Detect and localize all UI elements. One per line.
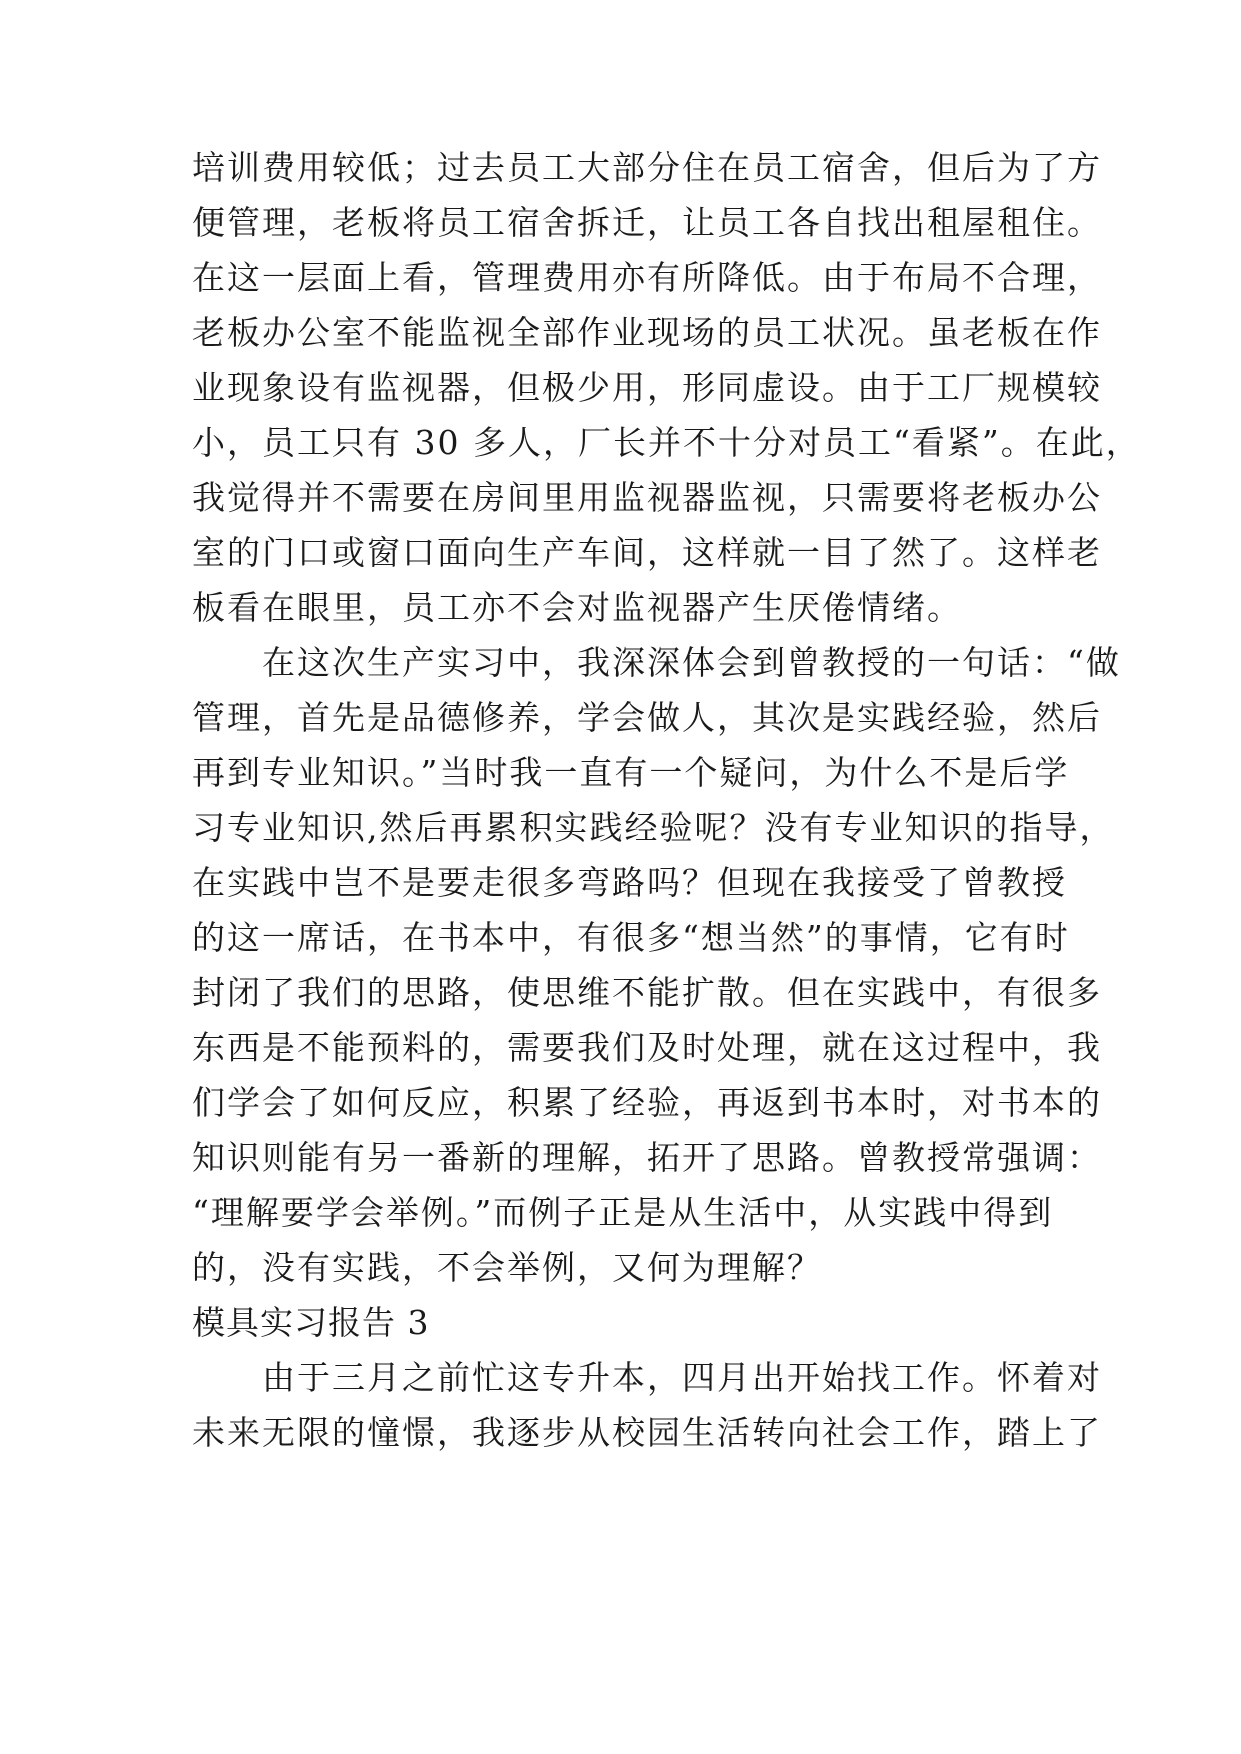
text-line: 板看在眼里，员工亦不会对监视器产生厌倦情绪。 [192,588,962,627]
text-line: 知识则能有另一番新的理解，拓开了思路。曾教授常强调： [192,1138,1102,1177]
text-line: 老板办公室不能监视全部作业现场的员工状况。虽老板在作 [192,313,1102,352]
text-line: 室的门口或窗口面向生产车间，这样就一目了然了。这样老 [192,533,1102,572]
text-line: 业现象设有监视器，但极少用，形同虚设。由于工厂规模较 [192,368,1102,407]
text-line: 培训费用较低；过去员工大部分住在员工宿舍，但后为了方 [192,148,1102,187]
text-line: 我觉得并不需要在房间里用监视器监视，只需要将老板办公 [192,478,1102,517]
text-line: 封闭了我们的思路，使思维不能扩散。但在实践中，有很多 [192,973,1102,1012]
text-line: 未来无限的憧憬，我逐步从校园生活转向社会工作，踏上了 [192,1413,1102,1452]
text-line: 小，员工只有 30 多人，厂长并不十分对员工“看紧”。在此， [192,423,1141,462]
text-line: 再到专业知识。”当时我一直有一个疑问，为什么不是后学 [192,753,1070,792]
text-line: 管理，首先是品德修养，学会做人，其次是实践经验，然后 [192,698,1102,737]
text-line: 的，没有实践，不会举例，又何为理解？ [192,1248,822,1287]
text-line: “理解要学会举例。”而例子正是从生活中，从实践中得到 [192,1193,1054,1232]
section-heading: 模具实习报告 3 [192,1303,430,1342]
text-line: 们学会了如何反应，积累了经验，再返到书本时，对书本的 [192,1083,1102,1122]
text-line: 的这一席话，在书本中，有很多“想当然”的事情，它有时 [192,918,1070,957]
text-line: 在这次生产实习中，我深深体会到曾教授的一句话：“做 [192,643,1121,682]
text-line: 习专业知识,然后再累积实践经验呢？没有专业知识的指导， [192,808,1115,847]
text-line: 在这一层面上看，管理费用亦有所降低。由于布局不合理， [192,258,1102,297]
text-line: 东西是不能预料的，需要我们及时处理，就在这过程中，我 [192,1028,1102,1067]
text-line: 由于三月之前忙这专升本，四月出开始找工作。怀着对 [192,1358,1102,1397]
text-line: 便管理，老板将员工宿舍拆迁，让员工各自找出租屋租住。 [192,203,1102,242]
text-line: 在实践中岂不是要走很多弯路吗？但现在我接受了曾教授 [192,863,1067,902]
